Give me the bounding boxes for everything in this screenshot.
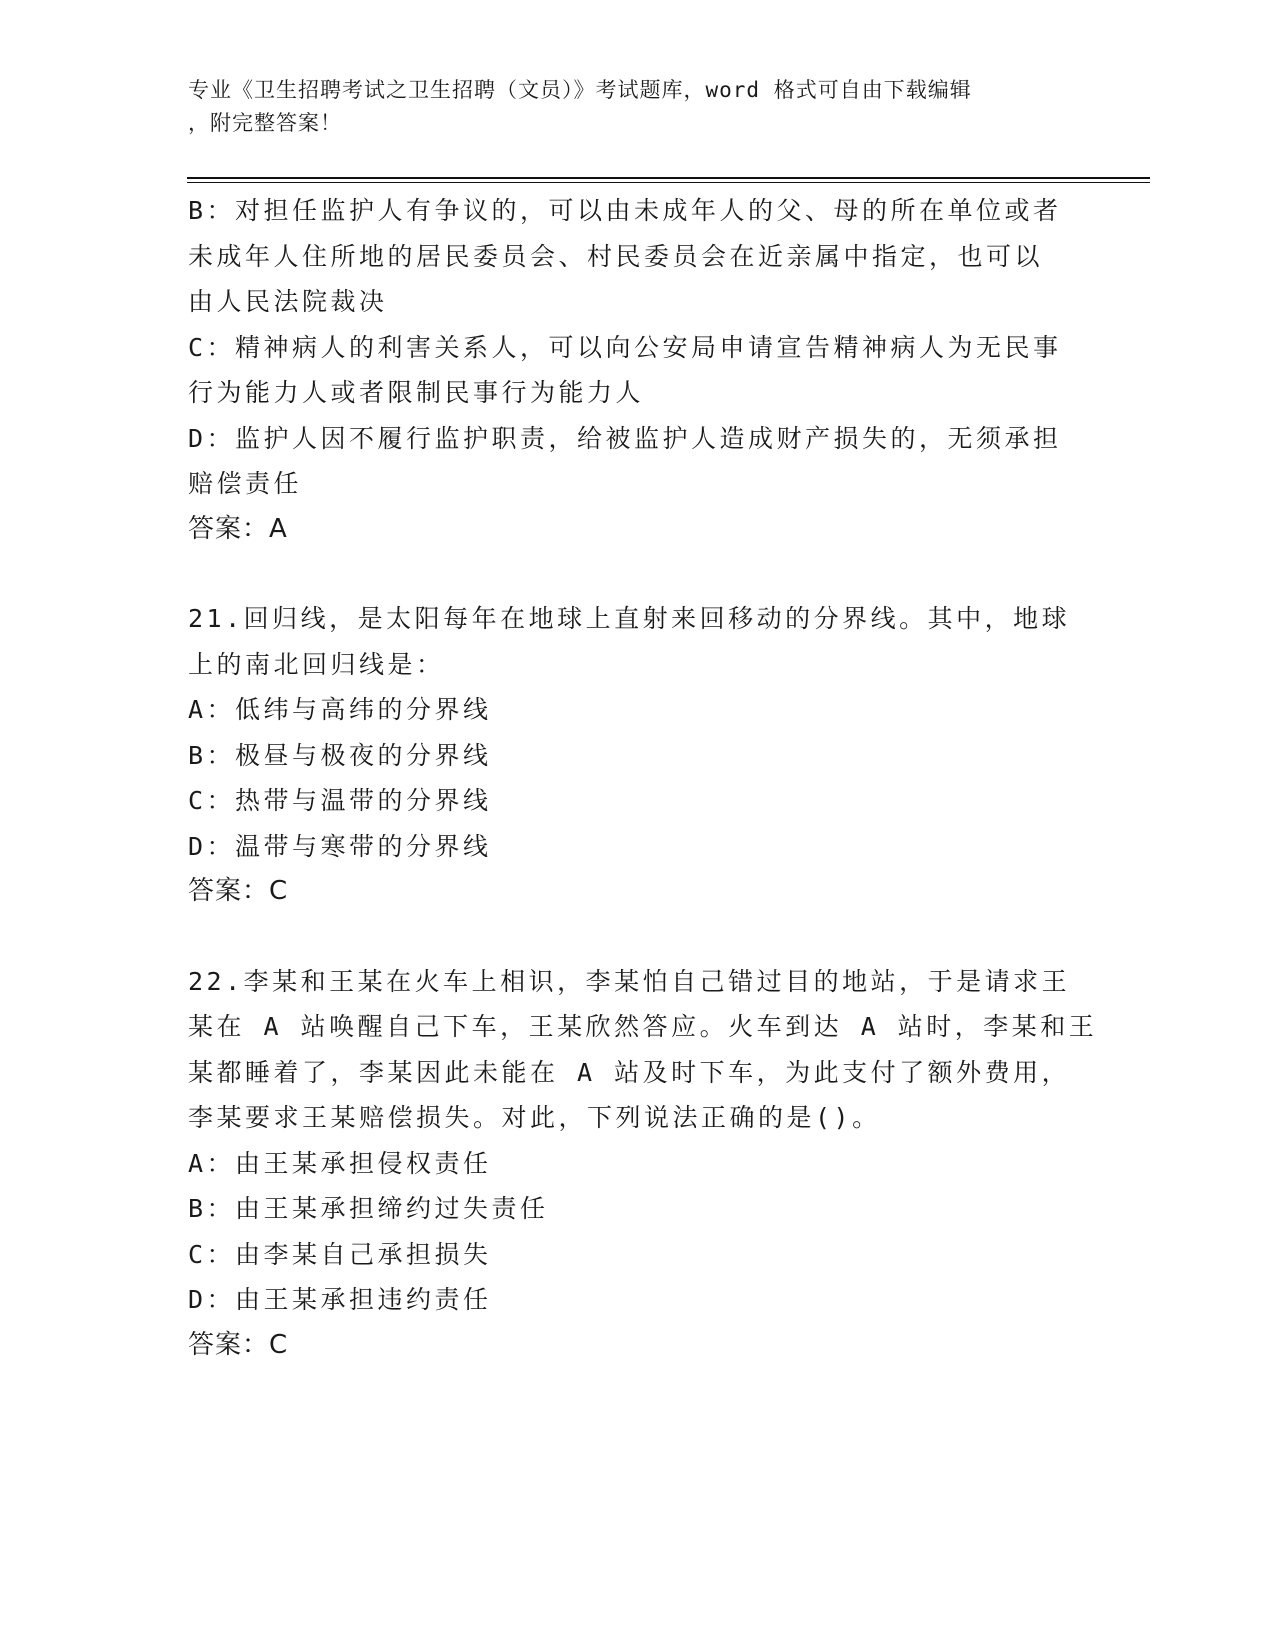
option-d bbox=[188, 416, 1088, 507]
option-b-line-1: B：对担任监护人有争议的，可以由未成年人的父、母的所在单位或者 bbox=[188, 196, 1062, 225]
document-header bbox=[188, 74, 1088, 140]
option-b: B：由王某承担缔约过失责任 bbox=[188, 1194, 549, 1223]
question-stem-line-1: 21.回归线，是太阳每年在地球上直射来回移动的分界线。其中，地球 bbox=[188, 604, 1071, 633]
option-c: C：由李某自己承担损失 bbox=[188, 1239, 492, 1269]
spacer bbox=[188, 552, 1088, 596]
answer: 答案：A bbox=[188, 513, 288, 544]
question-22 bbox=[188, 959, 1098, 1369]
header-line-1: 专业《卫生招聘考试之卫生招聘（文员）》考试题库，word 格式可自由下载编辑 bbox=[188, 78, 972, 102]
option-b bbox=[188, 188, 1088, 325]
question-stem-line-4: 李某要求王某赔偿损失。对此，下列说法正确的是()。 bbox=[188, 1103, 881, 1132]
option-c-line-1: C：精神病人的利害关系人，可以向公安局申请宣告精神病人为无民事 bbox=[188, 332, 1062, 362]
option-a: A：低纬与高纬的分界线 bbox=[188, 695, 492, 724]
option-a: A：由王某承担侵权责任 bbox=[188, 1148, 492, 1178]
previous-question bbox=[188, 188, 1088, 552]
header-divider-thick bbox=[187, 177, 1150, 179]
question-21 bbox=[188, 596, 1088, 915]
option-d-line-2: 赔偿责任 bbox=[188, 469, 303, 498]
option-c-line-2: 行为能力人或者限制民事行为能力人 bbox=[188, 378, 645, 407]
answer: 答案：C bbox=[188, 1329, 289, 1360]
option-d-line-1: D：监护人因不履行监护职责，给被监护人造成财产损失的，无须承担 bbox=[188, 423, 1062, 453]
header-line-2: ，附完整答案！ bbox=[188, 111, 342, 135]
option-b-line-3: 由人民法院裁决 bbox=[188, 287, 388, 316]
option-d: D：温带与寒带的分界线 bbox=[188, 831, 492, 861]
question-stem-line-1: 22.李某和王某在火车上相识，李某怕自己错过目的地站，于是请求王 bbox=[188, 966, 1071, 996]
option-c: C：热带与温带的分界线 bbox=[188, 786, 492, 815]
spacer bbox=[188, 915, 1088, 959]
question-stem-line-2: 上的南北回归线是： bbox=[188, 649, 445, 679]
option-b: B：极昼与极夜的分界线 bbox=[188, 740, 492, 770]
header-divider-thin bbox=[187, 182, 1150, 183]
document-body bbox=[188, 188, 1098, 1368]
option-c bbox=[188, 325, 1088, 416]
option-d: D：由王某承担违约责任 bbox=[188, 1285, 492, 1314]
question-stem-line-2: 某在 A 站唤醒自己下车，王某欣然答应。火车到达 A 站时，李某和王 bbox=[188, 1012, 1098, 1041]
answer: 答案：C bbox=[188, 876, 289, 906]
option-b-line-2: 未成年人住所地的居民委员会、村民委员会在近亲属中指定，也可以 bbox=[188, 241, 1044, 271]
question-stem-line-3: 某都睡着了，李某因此未能在 A 站及时下车，为此支付了额外费用， bbox=[188, 1057, 1071, 1087]
